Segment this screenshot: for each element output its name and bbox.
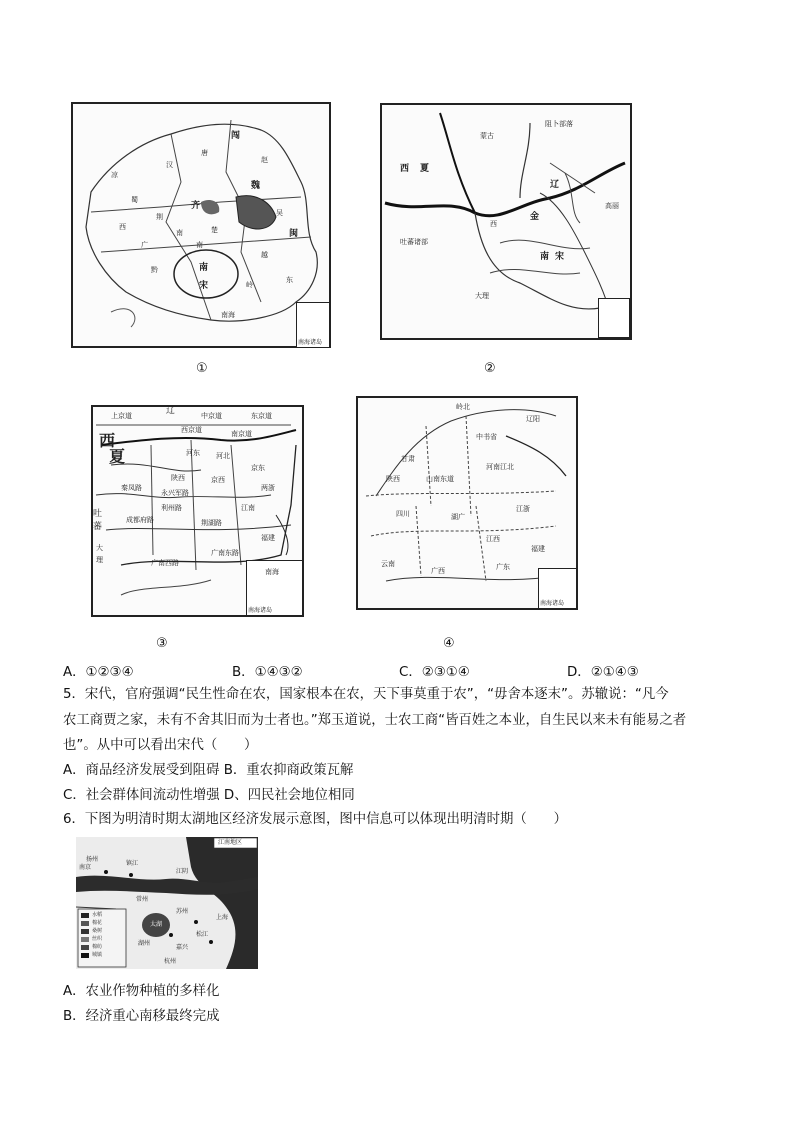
- map-3-label: 蕃: [93, 522, 103, 532]
- map-1-label: 岭: [246, 281, 253, 289]
- map-1-label: 荆: [156, 213, 163, 221]
- map-1-label: 宋: [199, 281, 209, 291]
- map-4-label: 甘肃: [401, 455, 415, 463]
- map-2-label: 宋: [555, 252, 565, 262]
- map-3-label: 中京道: [201, 412, 222, 420]
- q4-option-c[interactable]: C．②③①④: [399, 665, 470, 680]
- map-6-legend: 桑树: [92, 928, 103, 934]
- map-1-label: 西: [119, 223, 126, 231]
- map-2-number: ②: [484, 361, 496, 376]
- map-4-label: 岭北: [456, 403, 470, 411]
- map-6-label: 镇江: [126, 860, 139, 867]
- map-2-label: 蒙古: [480, 132, 494, 140]
- map-6-legend: 棉花: [92, 920, 103, 926]
- map-4-inset: [538, 568, 577, 609]
- map-3-label: 广南东路: [211, 549, 239, 557]
- map-6-legend: 棉纺: [92, 944, 103, 950]
- map-6-label: 上海: [216, 914, 229, 921]
- map-3-label: 辽: [166, 406, 176, 416]
- map-2-label: 阻卜部落: [545, 120, 573, 128]
- map-6-label: 常州: [136, 896, 149, 903]
- map-2-label: 辽: [550, 180, 560, 190]
- map-6-label: 扬州: [86, 856, 99, 863]
- map-4-label: 四川: [396, 510, 410, 518]
- map-1-label: 楚: [211, 226, 218, 234]
- map-6-legend: 丝织: [92, 936, 103, 942]
- map-6-label: 嘉兴: [176, 944, 189, 951]
- map-6-label: 杭州: [164, 958, 177, 965]
- map-3-label: 陕西: [171, 474, 185, 482]
- map-3-label: 西: [99, 431, 116, 450]
- map-6-title: 江南地区: [218, 839, 243, 846]
- map-6: [76, 837, 258, 969]
- map-2-label: 金: [530, 212, 540, 222]
- map-2-label: 高丽: [605, 202, 619, 210]
- map-6-label: 湖州: [138, 940, 151, 947]
- map-6-label: 南京: [79, 864, 92, 871]
- map-3-label: 东京道: [251, 412, 272, 420]
- map-3-label: 广南西路: [151, 559, 179, 567]
- map-2-label: 南: [540, 252, 550, 262]
- map-6-legend: 水稻: [92, 912, 103, 918]
- map-4-label: 陕西: [386, 475, 400, 483]
- map-1-label: 南: [196, 241, 203, 249]
- map-3-label: 夏: [109, 447, 126, 466]
- map-1-drawing: [71, 102, 331, 348]
- map-4-label: 广东: [496, 563, 510, 571]
- map-1-label: 蜀: [131, 196, 138, 204]
- map-3-label: 两浙: [261, 484, 275, 492]
- map-2-label: 吐蕃诸部: [400, 238, 428, 246]
- q4-option-d[interactable]: D．②①④③: [567, 665, 639, 680]
- map-3-label: 利州路: [161, 504, 182, 512]
- map-3-label: 永兴军路: [161, 489, 189, 497]
- map-2-label: 大理: [475, 292, 489, 300]
- map-2: [380, 103, 632, 340]
- map-1-label: 黔: [151, 266, 158, 274]
- map-1: [71, 102, 331, 348]
- map-1-label: 南: [199, 263, 209, 273]
- map-2-drawing: [380, 103, 632, 340]
- map-3-number: ③: [156, 636, 168, 651]
- map-1-label: 越: [261, 251, 268, 259]
- map-2-label: 西: [490, 220, 497, 228]
- map-3-label: 理: [96, 556, 103, 564]
- map-3: [91, 405, 304, 617]
- map-1-label: 东: [286, 276, 293, 284]
- map-1-label: 赵: [261, 156, 268, 164]
- map-3-label: 秦凤路: [121, 484, 142, 492]
- map-1-label: 唐: [201, 149, 208, 157]
- map-3-label: 吐: [93, 509, 103, 519]
- map-1-label: 南海: [221, 311, 235, 319]
- q4-option-a[interactable]: A．①②③④: [63, 665, 134, 680]
- q6-option-a[interactable]: A．农业作物种植的多样化: [63, 984, 220, 999]
- map-3-inset-title: 南海: [265, 568, 279, 576]
- map-4-label: 云南: [381, 560, 395, 568]
- q5-options-cd[interactable]: C．社会群体间流动性增强 D、四民社会地位相同: [63, 788, 355, 803]
- map-3-label: 成都府路: [126, 516, 154, 524]
- q4-option-b[interactable]: B．①④③②: [232, 665, 303, 680]
- map-1-number: ①: [196, 361, 208, 376]
- q5-stem-line-2: 农工商贾之家，未有不舍其旧而为士者也。”郑玉道说，士农工商“皆百姓之本业，自生民以来未有能易之者: [63, 713, 687, 728]
- map-4-label: 福建: [531, 545, 545, 553]
- map-2-inset: [598, 298, 630, 338]
- map-3-label: 上京道: [111, 412, 132, 420]
- map-4-label: 广西: [431, 567, 445, 575]
- map-6-legend: 城镇: [92, 952, 103, 958]
- map-6-label: 太湖: [150, 921, 163, 928]
- map-3-inset-caption: 南海诸岛: [248, 607, 273, 614]
- map-4-label: 湖广: [451, 513, 465, 521]
- map-4-label: 山南东道: [426, 475, 454, 483]
- map-1-inset: [296, 302, 330, 348]
- map-4-label: 中书省: [476, 433, 497, 441]
- q6-stem: 6．下图为明清时期太湖地区经济发展示意图，图中信息可以体现出明清时期（ ）: [63, 812, 567, 827]
- map-3-inset: [246, 560, 303, 616]
- map-3-label: 京西: [211, 476, 225, 484]
- q5-stem-line-1: 5．宋代，官府强调“民生性命在农，国家根本在农，天下事莫重于农”，“毋舍本逐末”。苏辙说：“凡今: [63, 687, 669, 702]
- map-1-inset-caption: 南海诸岛: [298, 339, 323, 346]
- map-2-label: 夏: [420, 164, 430, 174]
- map-4-label: 河南江北: [486, 463, 514, 471]
- map-1-label: 广: [141, 241, 148, 249]
- map-3-label: 江南: [241, 504, 255, 512]
- map-6-drawing: [76, 837, 258, 969]
- map-1-label: 吴: [276, 209, 283, 217]
- map-6-label: 松江: [196, 931, 209, 938]
- map-3-label: 福建: [261, 534, 275, 542]
- map-1-label: 南: [176, 229, 183, 237]
- map-1-label: 凉: [111, 171, 118, 179]
- map-3-label: 荆湖路: [201, 519, 222, 527]
- map-1-label: 闯: [231, 131, 241, 141]
- map-2-label: 西: [400, 164, 410, 174]
- map-3-label: 南京道: [231, 430, 252, 438]
- map-4: [356, 396, 578, 610]
- q5-stem-line-3: 也”。从中可以看出宋代（ ）: [63, 738, 258, 753]
- map-4-label: 辽阳: [526, 415, 540, 423]
- map-3-label: 京东: [251, 464, 265, 472]
- map-3-label: 大: [96, 544, 103, 552]
- map-3-label: 河北: [216, 452, 230, 460]
- map-4-label: 江西: [486, 535, 500, 543]
- map-3-label: 河东: [186, 449, 200, 457]
- q5-options-ab[interactable]: A．商品经济发展受到阻碍 B．重农抑商政策瓦解: [63, 763, 354, 778]
- map-1-label: 汉: [166, 161, 173, 169]
- map-1-label: 魏: [251, 181, 261, 191]
- map-4-inset-caption: 南海诸岛: [540, 600, 565, 607]
- map-1-label: 齐: [191, 201, 201, 211]
- map-4-number: ④: [443, 636, 455, 651]
- q6-option-b[interactable]: B．经济重心南移最终完成: [63, 1009, 220, 1024]
- map-3-label: 西京道: [181, 426, 202, 434]
- map-1-label: 闽: [289, 229, 299, 239]
- map-6-label: 苏州: [176, 908, 189, 915]
- map-6-label: 江阴: [176, 868, 189, 875]
- map-4-label: 江浙: [516, 505, 530, 513]
